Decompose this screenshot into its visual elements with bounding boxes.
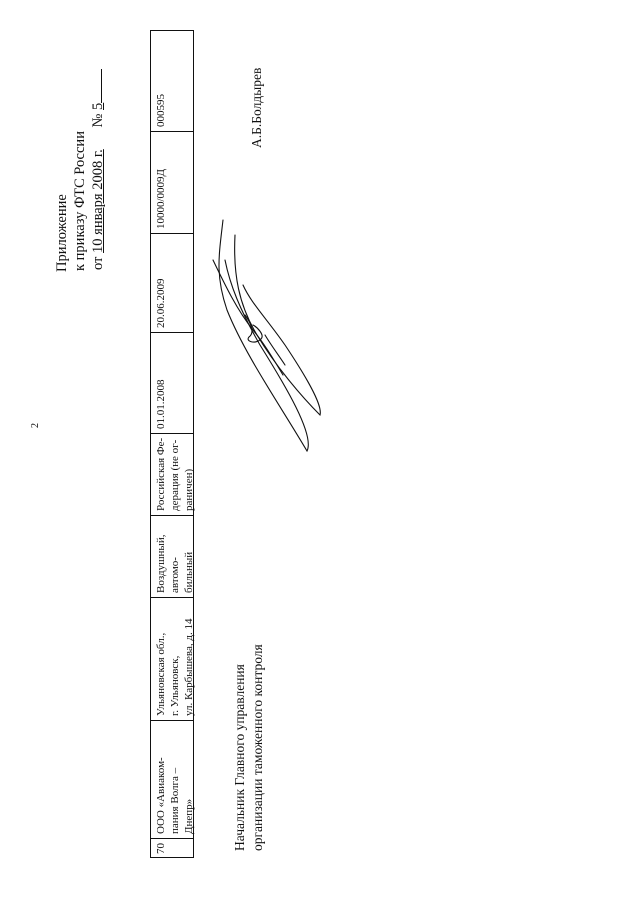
- order-number-label: №: [90, 113, 106, 128]
- table-border-top: [150, 30, 194, 31]
- address-line: Ульяновская обл.,: [155, 632, 167, 716]
- cell-divider: [150, 838, 194, 839]
- cell-divider: [150, 433, 194, 434]
- territory-line: раничен): [183, 468, 195, 511]
- position-line: Начальник Главного управления: [232, 664, 247, 851]
- transport-line: автомо-: [169, 557, 181, 593]
- number-underline: [89, 69, 102, 103]
- order-number: 5: [90, 102, 106, 110]
- cell-transport: [154, 535, 196, 593]
- date-prefix: от: [90, 256, 106, 270]
- position-line: организации таможенного контроля: [250, 644, 265, 851]
- cell-divider: [150, 332, 194, 333]
- order-date-line: [89, 69, 107, 270]
- cell-divider: [150, 233, 194, 234]
- cell-id: 000595: [155, 94, 167, 127]
- page-number: 2: [30, 423, 41, 428]
- cell-date-from: 01.01.2008: [155, 379, 167, 429]
- signer-name: А.Б.Болдырев: [249, 67, 264, 148]
- cell-divider: [150, 720, 194, 721]
- territory-line: дерация (не ог-: [169, 439, 181, 511]
- order-reference: к приказу ФТС России: [72, 131, 88, 271]
- cell-divider: [150, 597, 194, 598]
- table-border-left: [150, 30, 151, 858]
- transport-line: бильный: [183, 551, 195, 593]
- address-line: г. Ульяновск,: [169, 655, 181, 716]
- company-line: Днепр»: [183, 798, 195, 834]
- transport-line: Воздушный,: [155, 534, 167, 593]
- table-border-bottom: [150, 857, 194, 858]
- company-line: пания Волга –: [169, 767, 181, 834]
- cell-row-number: 70: [155, 843, 167, 854]
- address-line: ул. Карбышева, д. 14: [183, 618, 195, 716]
- cell-territory: [154, 438, 196, 511]
- handwritten-signature: [205, 215, 335, 460]
- company-line: ООО «Авиаком-: [155, 757, 167, 834]
- cell-date-to: 20.06.2009: [155, 278, 167, 328]
- cell-code: 10000/0009Д: [155, 168, 167, 229]
- cell-divider: [150, 131, 194, 132]
- order-date: 10 января 2008 г.: [90, 149, 106, 253]
- cell-address: [154, 619, 196, 716]
- cell-divider: [150, 515, 194, 516]
- territory-line: Российская Фе-: [155, 437, 167, 511]
- appendix-title: Приложение: [54, 194, 70, 272]
- cell-company: [154, 757, 196, 834]
